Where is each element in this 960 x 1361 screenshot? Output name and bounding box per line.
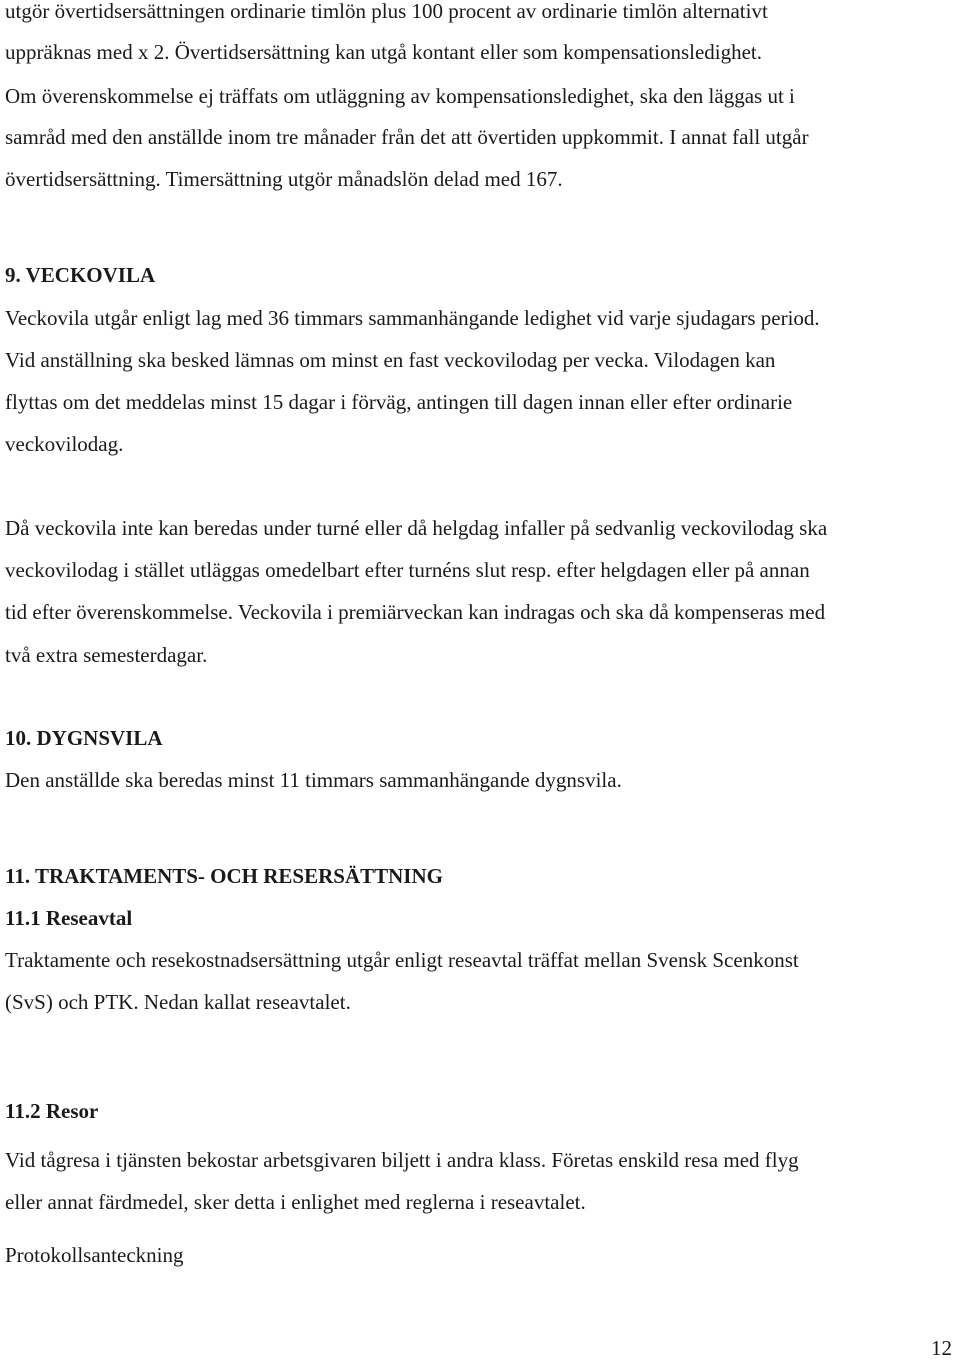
section-heading-veckovila: 9. VECKOVILA (5, 263, 156, 287)
section-heading-dygnsvila: 10. DYGNSVILA (5, 726, 163, 750)
body-text-line: Traktamente och resekostnadsersättning utgår enligt reseavtal träffat mellan Svensk Scenkonst (5, 948, 799, 972)
section-heading-traktaments: 11. TRAKTAMENTS- OCH RESERSÄTTNING (5, 864, 443, 888)
body-text-line: veckovilodag. (5, 432, 124, 456)
body-text-line: Då veckovila inte kan beredas under turné eller då helgdag infaller på sedvanlig veckovilodag ska (5, 516, 828, 540)
body-text-line: övertidsersättning. Timersättning utgör månadslön delad med 167. (5, 167, 563, 191)
body-text-line: Den anställde ska beredas minst 11 timmars sammanhängande dygnsvila. (5, 768, 622, 792)
body-text-line: utgör övertidsersättningen ordinarie timlön plus 100 procent av ordinarie timlön alternativt (5, 0, 768, 23)
body-text-line: Veckovila utgår enligt lag med 36 timmars sammanhängande ledighet vid varje sjudagars period. (5, 306, 820, 330)
body-text-line: två extra semesterdagar. (5, 643, 208, 667)
body-text-line: Om överenskommelse ej träffats om utläggning av kompensationsledighet, ska den läggas ut i (5, 84, 795, 108)
body-text-line: veckovilodag i stället utläggas omedelbart efter turnéns slut resp. efter helgdagen eller på annan (5, 558, 810, 582)
body-text-line: flyttas om det meddelas minst 15 dagar i förväg, antingen till dagen innan eller efter ordinarie (5, 390, 793, 414)
body-text-line: tid efter överenskommelse. Veckovila i premiärveckan kan indragas och ska då kompenseras med (5, 600, 826, 624)
body-text-line: Vid tågresa i tjänsten bekostar arbetsgivaren biljett i andra klass. Företas enskild resa med flyg (5, 1148, 799, 1172)
body-text-line: (SvS) och PTK. Nedan kallat reseavtalet. (5, 990, 351, 1014)
body-text-line: samråd med den anställde inom tre månader från det att övertiden uppkommit. I annat fall utgår (5, 125, 809, 149)
protocol-note-label: Protokollsanteckning (5, 1243, 184, 1267)
subsection-heading-resor: 11.2 Resor (5, 1099, 99, 1123)
body-text-line: Vid anställning ska besked lämnas om minst en fast veckovilodag per vecka. Vilodagen kan (5, 348, 776, 372)
body-text-line: eller annat färdmedel, sker detta i enlighet med reglerna i reseavtalet. (5, 1190, 586, 1214)
subsection-heading-reseavtal: 11.1 Reseavtal (5, 906, 133, 930)
body-text-line: uppräknas med x 2. Övertidsersättning kan utgå kontant eller som kompensationsledighet. (5, 40, 763, 64)
page-number: 12 (931, 1336, 952, 1360)
